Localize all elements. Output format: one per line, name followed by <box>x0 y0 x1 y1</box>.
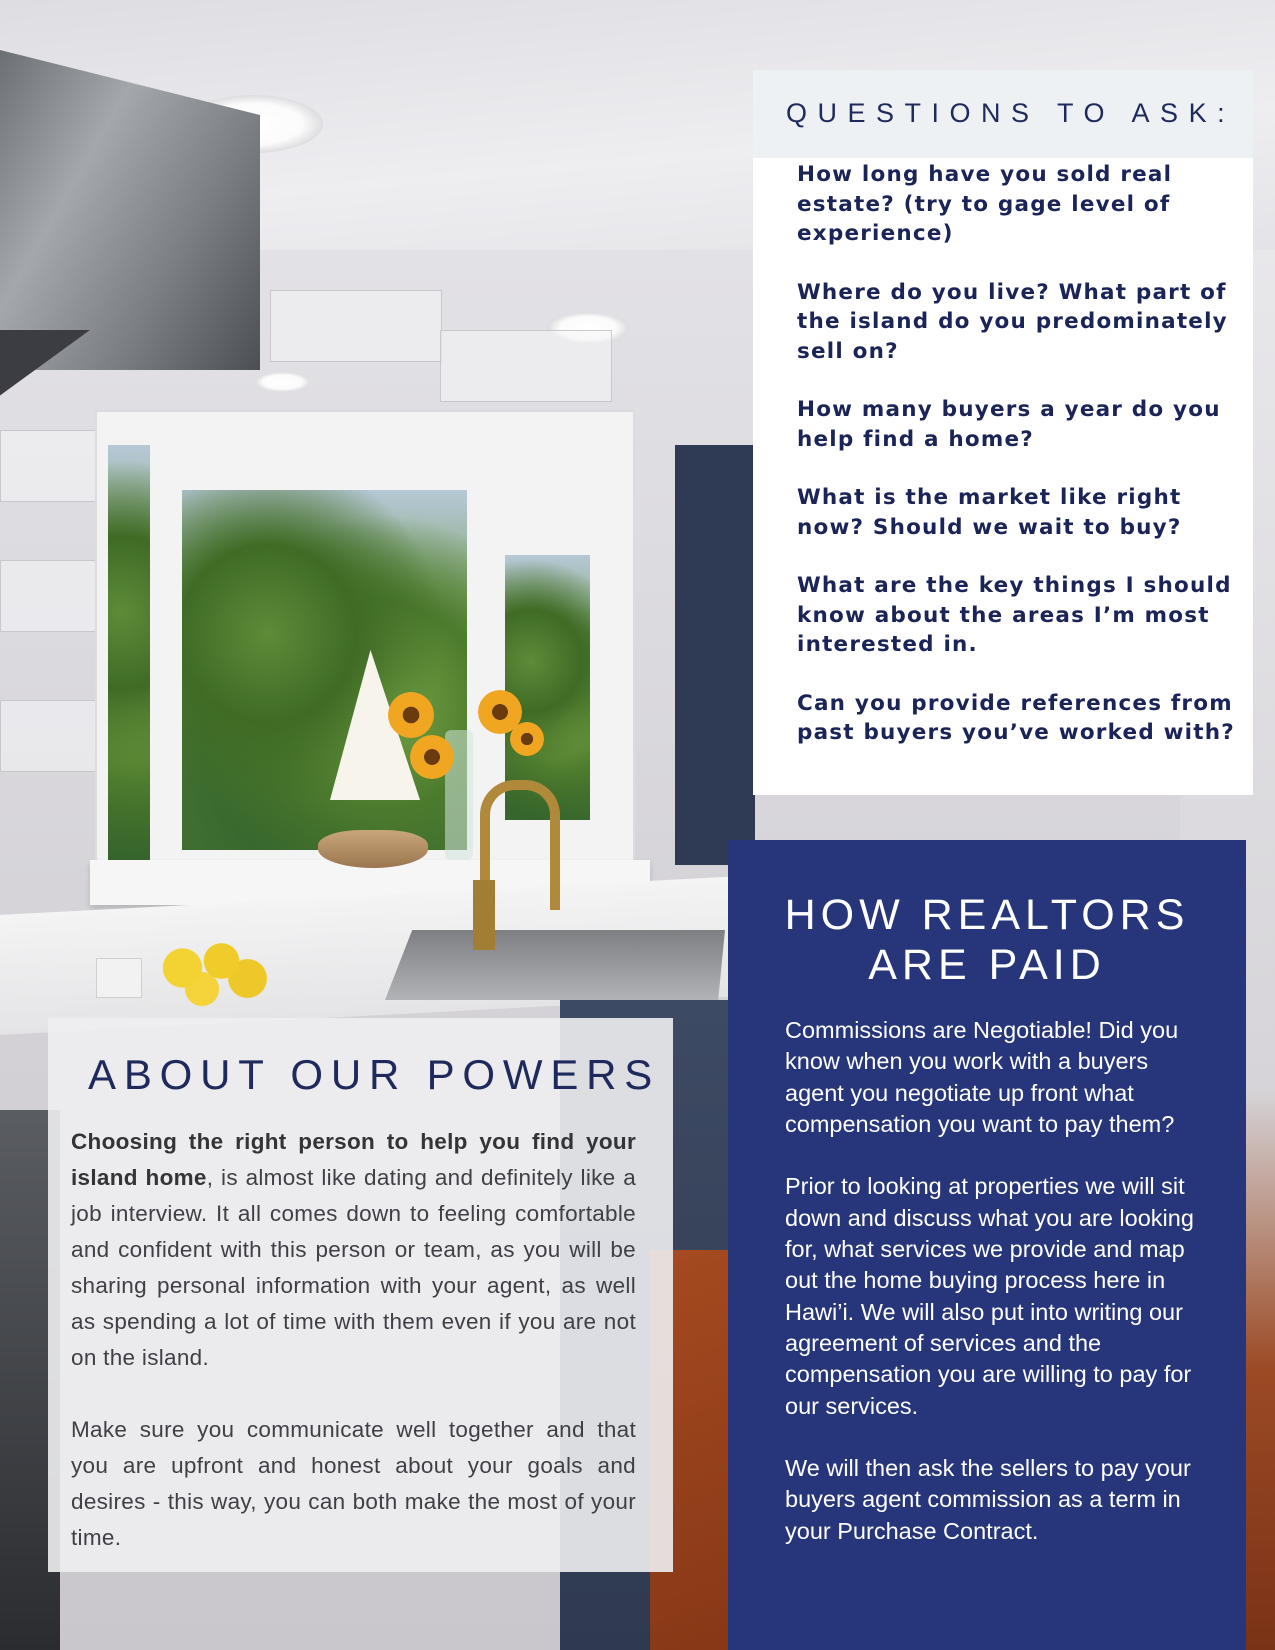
window-pane-center <box>182 490 467 850</box>
about-paragraph-2: Make sure you communicate well together and that you are upfront and honest about your goals and desires - this way, you can both make the most of your time. <box>71 1417 636 1550</box>
about-lead-rest: , is almost like dating and definitely like a job interview. It all comes down to feeling comfortable and confident with this person or team, as you will be sharing personal information with your agent, as well as spending a lot of time with them even if you are not on the island. <box>71 1165 637 1370</box>
about-panel <box>48 1018 673 1572</box>
driftwood-boat <box>318 830 428 868</box>
wall-tile <box>270 290 442 362</box>
wall-tile <box>0 700 97 772</box>
questions-list <box>797 160 1242 777</box>
paid-paragraph: We will then ask the sellers to pay your buyers agent commission as a term in your Purchase Contract. <box>785 1455 1191 1544</box>
question-item: Where do you live? What part of the island do you predominately sell on? <box>797 279 1228 364</box>
wall-tile <box>0 430 97 502</box>
upper-cabinet <box>675 445 755 865</box>
window-pane-left <box>108 445 150 865</box>
question-item: How long have you sold real estate? (try to gage level of experience) <box>797 162 1173 246</box>
about-paragraph-1 <box>71 1124 636 1376</box>
question-item: What are the key things I should know about the areas I’m most interested in. <box>797 573 1232 657</box>
question-item: What is the market like right now? Should we wait to buy? <box>797 485 1182 540</box>
sunflower <box>510 722 544 756</box>
about-lead-bold: Choosing the right person to help you find your island home <box>71 1129 636 1190</box>
sunflower <box>410 735 454 779</box>
sunflower <box>388 692 434 738</box>
paid-title <box>728 890 1246 990</box>
paid-paragraph: Prior to looking at properties we will sit down and discuss what you are looking for, what services we provide and map out the home buying process here in Hawi’i. We will also put into writing our agreement of services and the compensation you are willing to pay for our services. <box>785 1173 1194 1419</box>
faucet-base <box>473 880 495 950</box>
about-title: ABOUT OUR POWERS <box>88 1051 661 1098</box>
lemon-bowl <box>150 940 280 1010</box>
paid-paragraph: Commissions are Negotiable! Did you know when you work with a buyers agent you negotiate up front what compensation you want to pay them? <box>785 1017 1179 1137</box>
question-item: Can you provide references from past buyers you’ve worked with? <box>797 690 1235 745</box>
realtors-paid-panel <box>728 840 1246 1650</box>
paid-title-line-1: HOW REALTORS <box>784 891 1190 939</box>
wall-tile <box>440 330 612 402</box>
paid-title-line-2: ARE PAID <box>868 941 1106 989</box>
wall-outlet <box>96 958 142 998</box>
sink <box>385 930 725 1000</box>
questions-title: QUESTIONS TO ASK: <box>786 98 1236 128</box>
about-body <box>71 1124 636 1592</box>
wall-tile <box>0 560 97 632</box>
questions-header <box>753 70 1253 158</box>
question-item: How many buyers a year do you help find a home? <box>797 397 1221 452</box>
questions-panel <box>753 70 1253 795</box>
paid-body <box>785 1015 1205 1578</box>
recessed-light <box>255 372 310 392</box>
